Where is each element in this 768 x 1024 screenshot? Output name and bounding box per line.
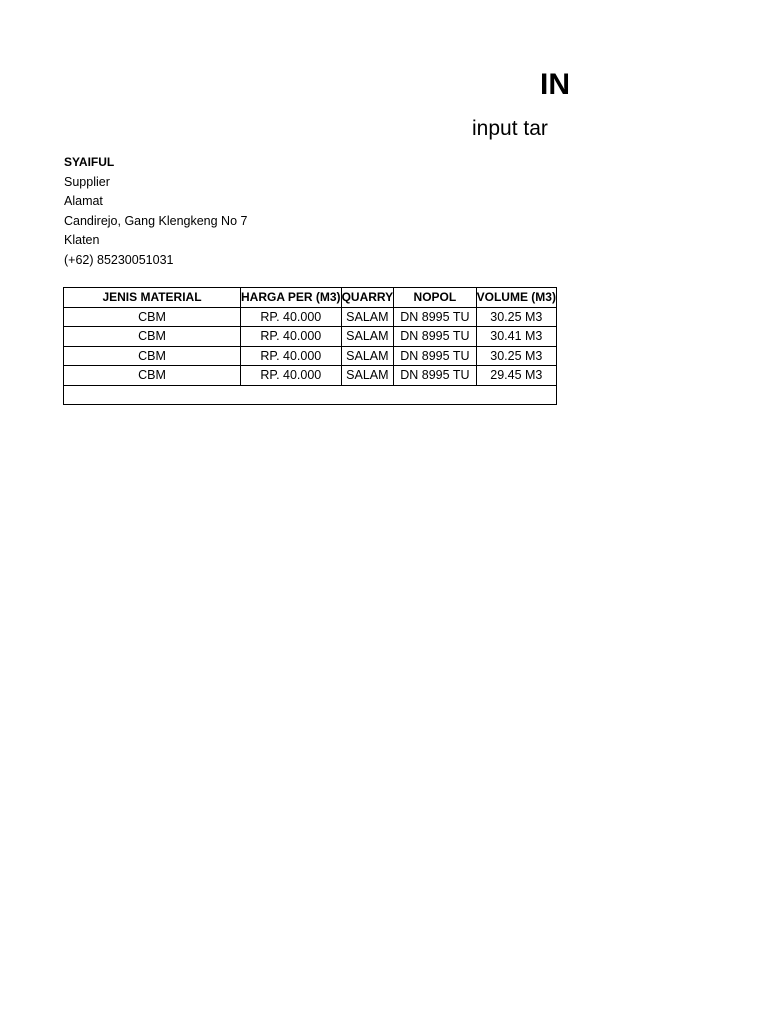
header-jenis-material: JENIS MATERIAL bbox=[64, 288, 241, 308]
table-empty-row bbox=[64, 385, 557, 405]
material-table bbox=[63, 287, 557, 405]
cell-quarry: SALAM bbox=[341, 346, 394, 366]
cell-quarry: SALAM bbox=[341, 327, 394, 347]
table-header-row bbox=[64, 288, 557, 308]
cell-price: RP. 40.000 bbox=[241, 346, 342, 366]
cell-material: CBM bbox=[64, 366, 241, 386]
document-title: IN bbox=[540, 68, 570, 101]
cell-nopol: DN 8995 TU bbox=[394, 327, 477, 347]
cell-material: CBM bbox=[64, 327, 241, 347]
table-row bbox=[64, 366, 557, 386]
supplier-phone: (+62) 85230051031 bbox=[64, 252, 174, 267]
header-volume: VOLUME (M3) bbox=[476, 288, 556, 308]
table-row bbox=[64, 307, 557, 327]
supplier-address: Candirejo, Gang Klengkeng No 7 bbox=[64, 213, 248, 228]
empty-row-cell bbox=[64, 385, 557, 405]
table-row bbox=[64, 346, 557, 366]
cell-nopol: DN 8995 TU bbox=[394, 346, 477, 366]
supplier-info bbox=[64, 153, 247, 270]
address-label: Alamat bbox=[64, 194, 103, 208]
cell-nopol: DN 8995 TU bbox=[394, 307, 477, 327]
header-quarry: QUARRY bbox=[341, 288, 394, 308]
cell-price: RP. 40.000 bbox=[241, 327, 342, 347]
cell-quarry: SALAM bbox=[341, 307, 394, 327]
cell-volume: 29.45 M3 bbox=[476, 366, 556, 386]
supplier-name: SYAIFUL bbox=[64, 155, 115, 169]
header-nopol: NOPOL bbox=[394, 288, 477, 308]
cell-nopol: DN 8995 TU bbox=[394, 366, 477, 386]
cell-quarry: SALAM bbox=[341, 366, 394, 386]
cell-price: RP. 40.000 bbox=[241, 307, 342, 327]
cell-volume: 30.41 M3 bbox=[476, 327, 556, 347]
header-harga: HARGA PER (M3) bbox=[241, 288, 342, 308]
table-row bbox=[64, 327, 557, 347]
supplier-city: Klaten bbox=[64, 233, 100, 247]
document-subtitle: input tar bbox=[472, 117, 548, 140]
supplier-role: Supplier bbox=[64, 174, 110, 189]
cell-volume: 30.25 M3 bbox=[476, 307, 556, 327]
cell-price: RP. 40.000 bbox=[241, 366, 342, 386]
cell-material: CBM bbox=[64, 346, 241, 366]
cell-volume: 30.25 M3 bbox=[476, 346, 556, 366]
cell-material: CBM bbox=[64, 307, 241, 327]
